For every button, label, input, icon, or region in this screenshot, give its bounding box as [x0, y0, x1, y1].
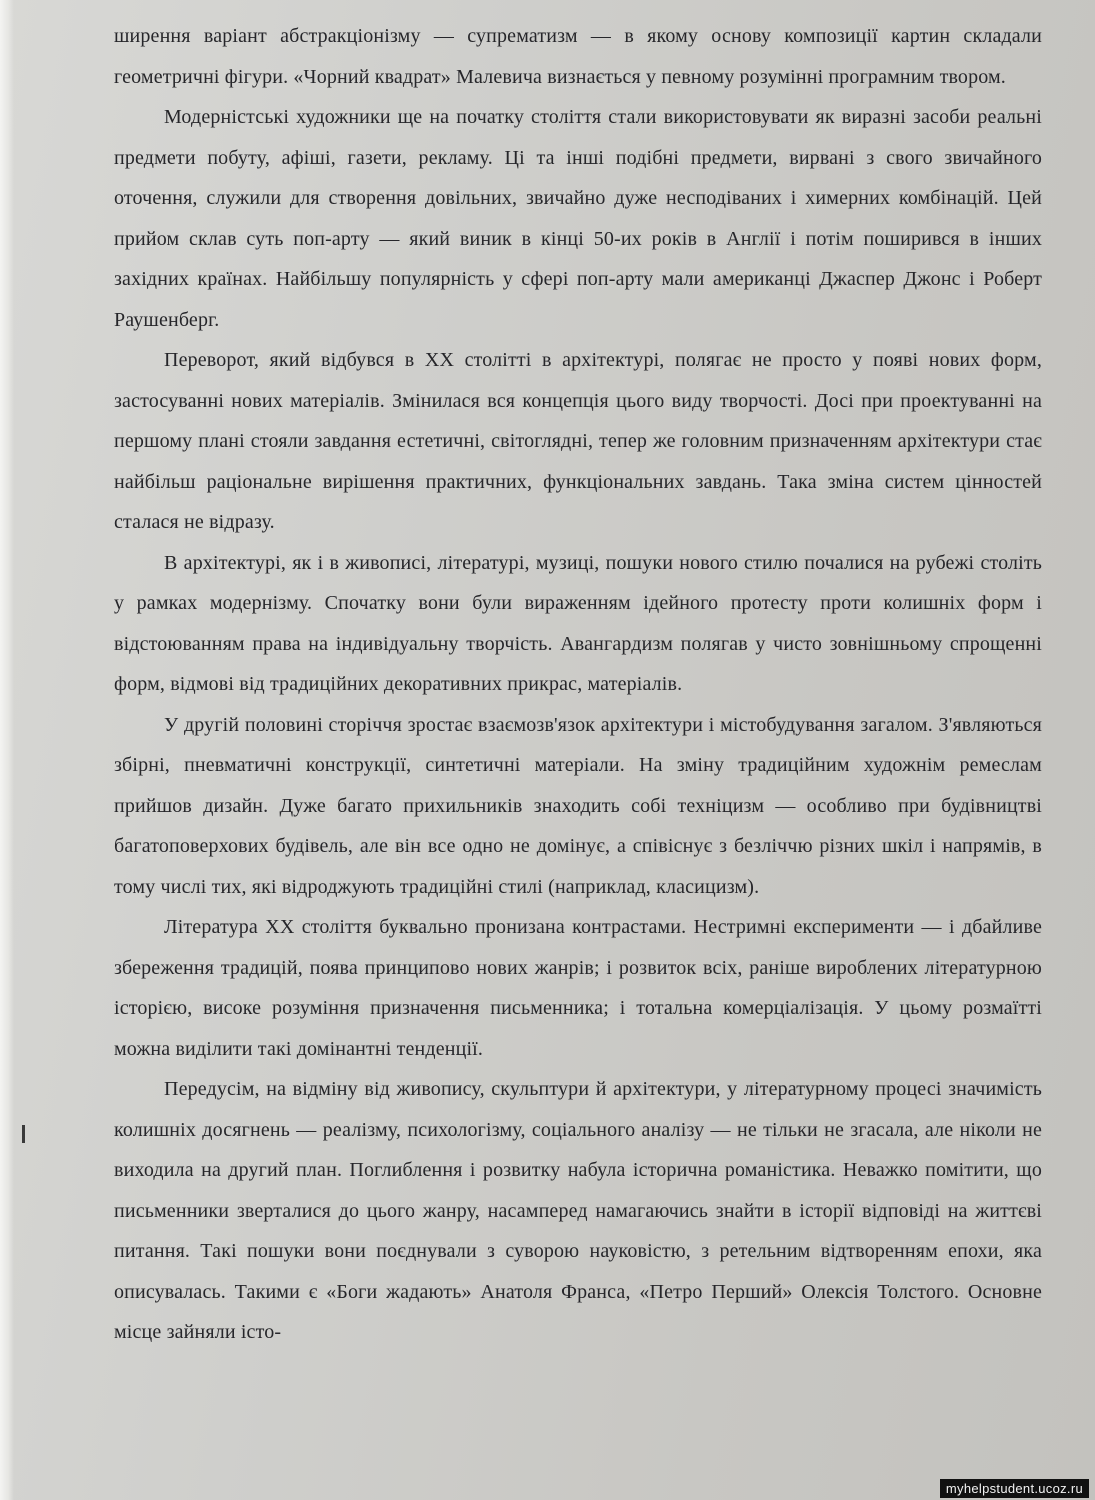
paragraph-historical-novel: Передусім, на відміну від живопису, скульптури й архітектури, у літературному процесі значимість колишніх досягнень — реалізму, психологізму, соціального аналізу — не тільки не згасала, але ніколи не виходила на другий план. Поглиблення і розвитку набула історична романістика. Неважко помітити, що письменники зверталися до цього жанру, насамперед намагаючись знайти в історії відповіді на життєві питання. Такі пошуки вони поєднували з суворою науковістю, з ретельним відтворенням епохи, яка описувалась. Такими є «Боги жадають» Анатоля Франса, «Петро Перший» Олексія Толстого. Основне місце зайняли істо-: [114, 1078, 1042, 1343]
binding-mark: [22, 1125, 25, 1143]
paragraph-architecture-revolution: Переворот, який відбувся в XX столітті в архітектурі, полягає не просто у появі нових форм, застосуванні нових матеріалів. Змінилася вся концепція цього виду творчості. Досі при проектуванні на першому плані стояли завдання естетичні, світоглядні, тепер же головним призначенням архітектури стає найбільш раціональне вирішення практичних, функціональних завдань. Така зміна систем цінностей сталася не відразу.: [114, 349, 1042, 533]
text-column: [114, 16, 1042, 1353]
paragraph-suprematism: ширення варіант абстракціонізму — супрематизм — в якому основу композиції картин складали геометричні фігури. «Чорний квадрат» Малевича визнається у певному розумінні програмним твором.: [114, 25, 1042, 88]
paragraph-urban-planning: У другій половині сторіччя зростає взаємозв'язок архітектури і містобудування загалом. З'являються збірні, пневматичні конструкції, синтетичні матеріали. На зміну традиційним художнім ремеслам прийшов дизайн. Дуже багато прихильників знаходить собі техніцизм — особливо при будівництві багатоповерхових будівель, але він все одно не домінує, а співіснує з безліччю різних шкіл і напрямів, в тому числі тих, які відроджують традиційні стилі (наприклад, класицизм).: [114, 713, 1042, 898]
paragraph-literature-contrasts: Література XX століття буквально пронизана контрастами. Нестримні експерименти — і дбайливе збереження традицій, поява принципово нових жанрів; і розвиток всіх, раніше вироблених літературною історією, високе розуміння призначення письменника; і тотальна комерціалізація. У цьому розмаїтті можна виділити такі домінантні тенденції.: [114, 916, 1042, 1060]
paragraph-pop-art: Модерністські художники ще на початку століття стали використовувати як виразні засоби реальні предмети побуту, афіші, газети, рекламу. Ці та інші подібні предмети, вирвані з свого звичайного оточення, служили для створення довільних, звичайно дуже несподіваних і химерних комбінацій. Цей прийом склав суть поп-арту — який виник в кінці 50-их років в Англії і потім поширився в інших західних країнах. Найбільшу популярність у сфері поп-арту мали американці Джаспер Джонс і Роберт Раушенберг.: [114, 106, 1042, 331]
watermark: myhelpstudent.ucoz.ru: [940, 1479, 1089, 1498]
paragraph-architecture-modernism: В архітектурі, як і в живописі, літературі, музиці, пошуки нового стилю почалися на рубежі століть у рамках модернізму. Спочатку вони були вираженням ідейного протесту проти колишніх форм і відстоюванням права на індивідуальну творчість. Авангардизм полягав у чисто зовнішньому спрощенні форм, відмові від традиційних декоративних прикрас, матеріалів.: [114, 551, 1042, 695]
paper-edge: [0, 0, 14, 1500]
